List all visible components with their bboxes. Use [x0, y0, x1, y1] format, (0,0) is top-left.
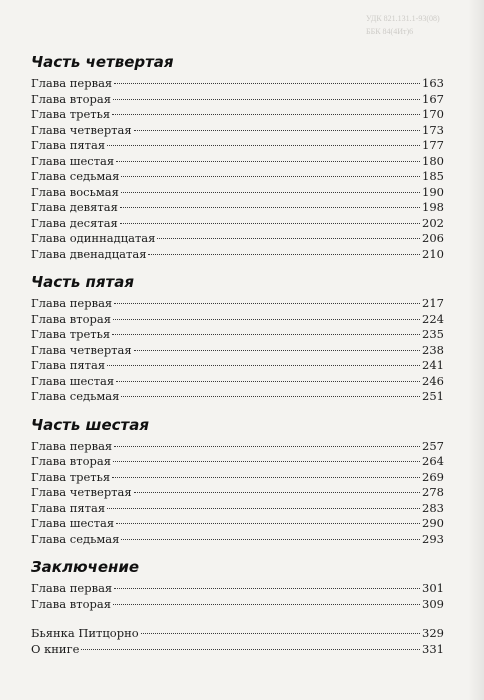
- section-title: Часть пятая: [31, 273, 134, 291]
- entry-label: Глава вторая: [31, 454, 111, 468]
- entry-page: 170: [422, 107, 444, 121]
- entry-label: О книге: [31, 641, 80, 656]
- entry-label: Глава первая: [31, 76, 113, 90]
- entry-label: Глава пятая: [31, 358, 106, 372]
- dot-leader: [114, 303, 420, 304]
- bleed-through-bbk: ББК 84(4Ит)6: [366, 27, 414, 36]
- entry-label: Бьянка Питцорно: [31, 626, 139, 640]
- dot-leader: [114, 588, 420, 589]
- entry-page: 198: [422, 200, 444, 214]
- entry-label: Глава седьмая: [31, 389, 120, 403]
- entry-page: 278: [422, 485, 444, 499]
- dot-leader: [157, 238, 420, 239]
- toc-section-part-four: [31, 52, 444, 262]
- toc-entry[interactable]: [31, 312, 444, 328]
- toc-entry[interactable]: [31, 107, 444, 123]
- entry-page: 217: [422, 296, 444, 310]
- entry-label: Глава шестая: [31, 516, 115, 530]
- entry-page: 331: [422, 641, 444, 656]
- entry-page: 257: [422, 438, 444, 453]
- dot-leader: [113, 319, 420, 320]
- dot-leader: [107, 508, 420, 509]
- entry-label: Глава десятая: [31, 215, 118, 230]
- entry-page: 238: [422, 342, 444, 357]
- toc-entry[interactable]: [31, 327, 444, 343]
- toc-entry[interactable]: [31, 76, 444, 92]
- dot-leader: [112, 114, 420, 115]
- dot-leader: [113, 461, 420, 462]
- toc-entry[interactable]: [31, 216, 444, 232]
- entry-label: Глава девятая: [31, 200, 118, 214]
- entry-label: Глава первая: [31, 438, 113, 453]
- entry-label: Глава шестая: [31, 153, 115, 168]
- entry-label: Глава вторая: [31, 311, 111, 326]
- entry-label: Глава вторая: [31, 91, 111, 106]
- entry-page: 329: [422, 626, 444, 640]
- toc-entry[interactable]: [31, 123, 444, 139]
- entry-label: Глава четвертая: [31, 342, 132, 357]
- entry-label: Глава пятая: [31, 500, 106, 515]
- entry-page: 309: [422, 596, 444, 611]
- entry-label: Глава четвертая: [31, 485, 132, 499]
- entry-page: 290: [422, 516, 444, 530]
- dot-leader: [134, 492, 420, 493]
- toc-section-extras: [31, 626, 444, 657]
- entry-page: 251: [422, 389, 444, 403]
- section-spacer: [31, 612, 444, 626]
- toc-entry[interactable]: [31, 185, 444, 201]
- toc-section-part-five: [31, 272, 444, 405]
- entry-page: 173: [422, 122, 444, 137]
- entry-page: 264: [422, 454, 444, 468]
- toc-entry[interactable]: [31, 485, 444, 501]
- section-title: Заключение: [31, 558, 140, 576]
- entry-page: 180: [422, 153, 444, 168]
- entry-page: 246: [422, 373, 444, 388]
- dot-leader: [120, 207, 420, 208]
- dot-leader: [121, 192, 420, 193]
- entry-label: Глава седьмая: [31, 531, 120, 546]
- toc-entry[interactable]: [31, 200, 444, 216]
- dot-leader: [113, 604, 420, 605]
- section-title: Часть четвертая: [31, 53, 174, 71]
- entry-label: Глава двенадцатая: [31, 246, 147, 261]
- entry-label: Глава пятая: [31, 138, 106, 152]
- entry-page: 206: [422, 231, 444, 245]
- entry-page: 301: [422, 581, 444, 595]
- entry-label: Глава седьмая: [31, 169, 120, 183]
- dot-leader: [121, 176, 420, 177]
- dot-leader: [134, 130, 420, 131]
- dot-leader: [112, 334, 420, 335]
- dot-leader: [114, 446, 420, 447]
- entry-page: 210: [422, 246, 444, 261]
- toc-section-part-six: [31, 415, 444, 548]
- dot-leader: [116, 161, 420, 162]
- toc-entry[interactable]: [31, 516, 444, 532]
- dot-leader: [116, 381, 420, 382]
- toc-entry[interactable]: [31, 231, 444, 247]
- toc-entry[interactable]: [31, 581, 444, 597]
- entry-page: 202: [422, 215, 444, 230]
- table-of-contents: [31, 52, 444, 657]
- entry-page: 190: [422, 184, 444, 199]
- toc-entry[interactable]: [31, 389, 444, 405]
- entry-page: 235: [422, 327, 444, 341]
- bleed-through-udk: УДК 821.131.1-93(08): [366, 14, 440, 23]
- entry-label: Глава шестая: [31, 373, 115, 388]
- toc-entry[interactable]: [31, 501, 444, 517]
- toc-entry[interactable]: [31, 470, 444, 486]
- entry-label: Глава первая: [31, 581, 113, 595]
- entry-page: 241: [422, 358, 444, 372]
- dot-leader: [120, 223, 420, 224]
- dot-leader: [141, 633, 420, 634]
- section-title: Часть шестая: [31, 415, 149, 434]
- entry-label: Глава третья: [31, 107, 111, 121]
- dot-leader: [121, 539, 420, 540]
- toc-entry[interactable]: [31, 138, 444, 154]
- toc-entry[interactable]: [31, 343, 444, 359]
- toc-entry[interactable]: [31, 247, 444, 263]
- toc-entry[interactable]: [31, 532, 444, 548]
- toc-entry[interactable]: [31, 92, 444, 108]
- dot-leader: [121, 396, 420, 397]
- entry-page: 167: [422, 91, 444, 106]
- entry-label: Глава первая: [31, 296, 113, 310]
- toc-section-conclusion: [31, 557, 444, 612]
- dot-leader: [107, 145, 420, 146]
- page-edge-shadow: [468, 0, 484, 700]
- toc-entry[interactable]: [31, 296, 444, 312]
- toc-entry[interactable]: [31, 454, 444, 470]
- dot-leader: [113, 99, 420, 100]
- entry-page: 293: [422, 531, 444, 546]
- entry-label: Глава третья: [31, 327, 111, 341]
- entry-page: 269: [422, 469, 444, 484]
- dot-leader: [81, 649, 420, 650]
- toc-entry-about-book[interactable]: [31, 642, 444, 658]
- toc-entry[interactable]: [31, 439, 444, 455]
- entry-page: 163: [422, 76, 444, 90]
- toc-entry[interactable]: [31, 597, 444, 613]
- toc-entry[interactable]: [31, 374, 444, 390]
- toc-entry[interactable]: [31, 169, 444, 185]
- toc-entry-author[interactable]: [31, 626, 444, 642]
- dot-leader: [107, 365, 420, 366]
- entry-page: 224: [422, 311, 444, 326]
- dot-leader: [134, 350, 420, 351]
- toc-entry[interactable]: [31, 154, 444, 170]
- entry-page: 283: [422, 500, 444, 515]
- dot-leader: [112, 477, 420, 478]
- dot-leader: [148, 254, 420, 255]
- entry-label: Глава третья: [31, 469, 111, 484]
- entry-label: Глава четвертая: [31, 122, 132, 137]
- entry-page: 177: [422, 138, 444, 152]
- entry-label: Глава вторая: [31, 596, 111, 611]
- toc-entry[interactable]: [31, 358, 444, 374]
- entry-label: Глава одиннадцатая: [31, 231, 156, 245]
- entry-page: 185: [422, 169, 444, 183]
- dot-leader: [116, 523, 420, 524]
- dot-leader: [114, 83, 420, 84]
- entry-label: Глава восьмая: [31, 184, 119, 199]
